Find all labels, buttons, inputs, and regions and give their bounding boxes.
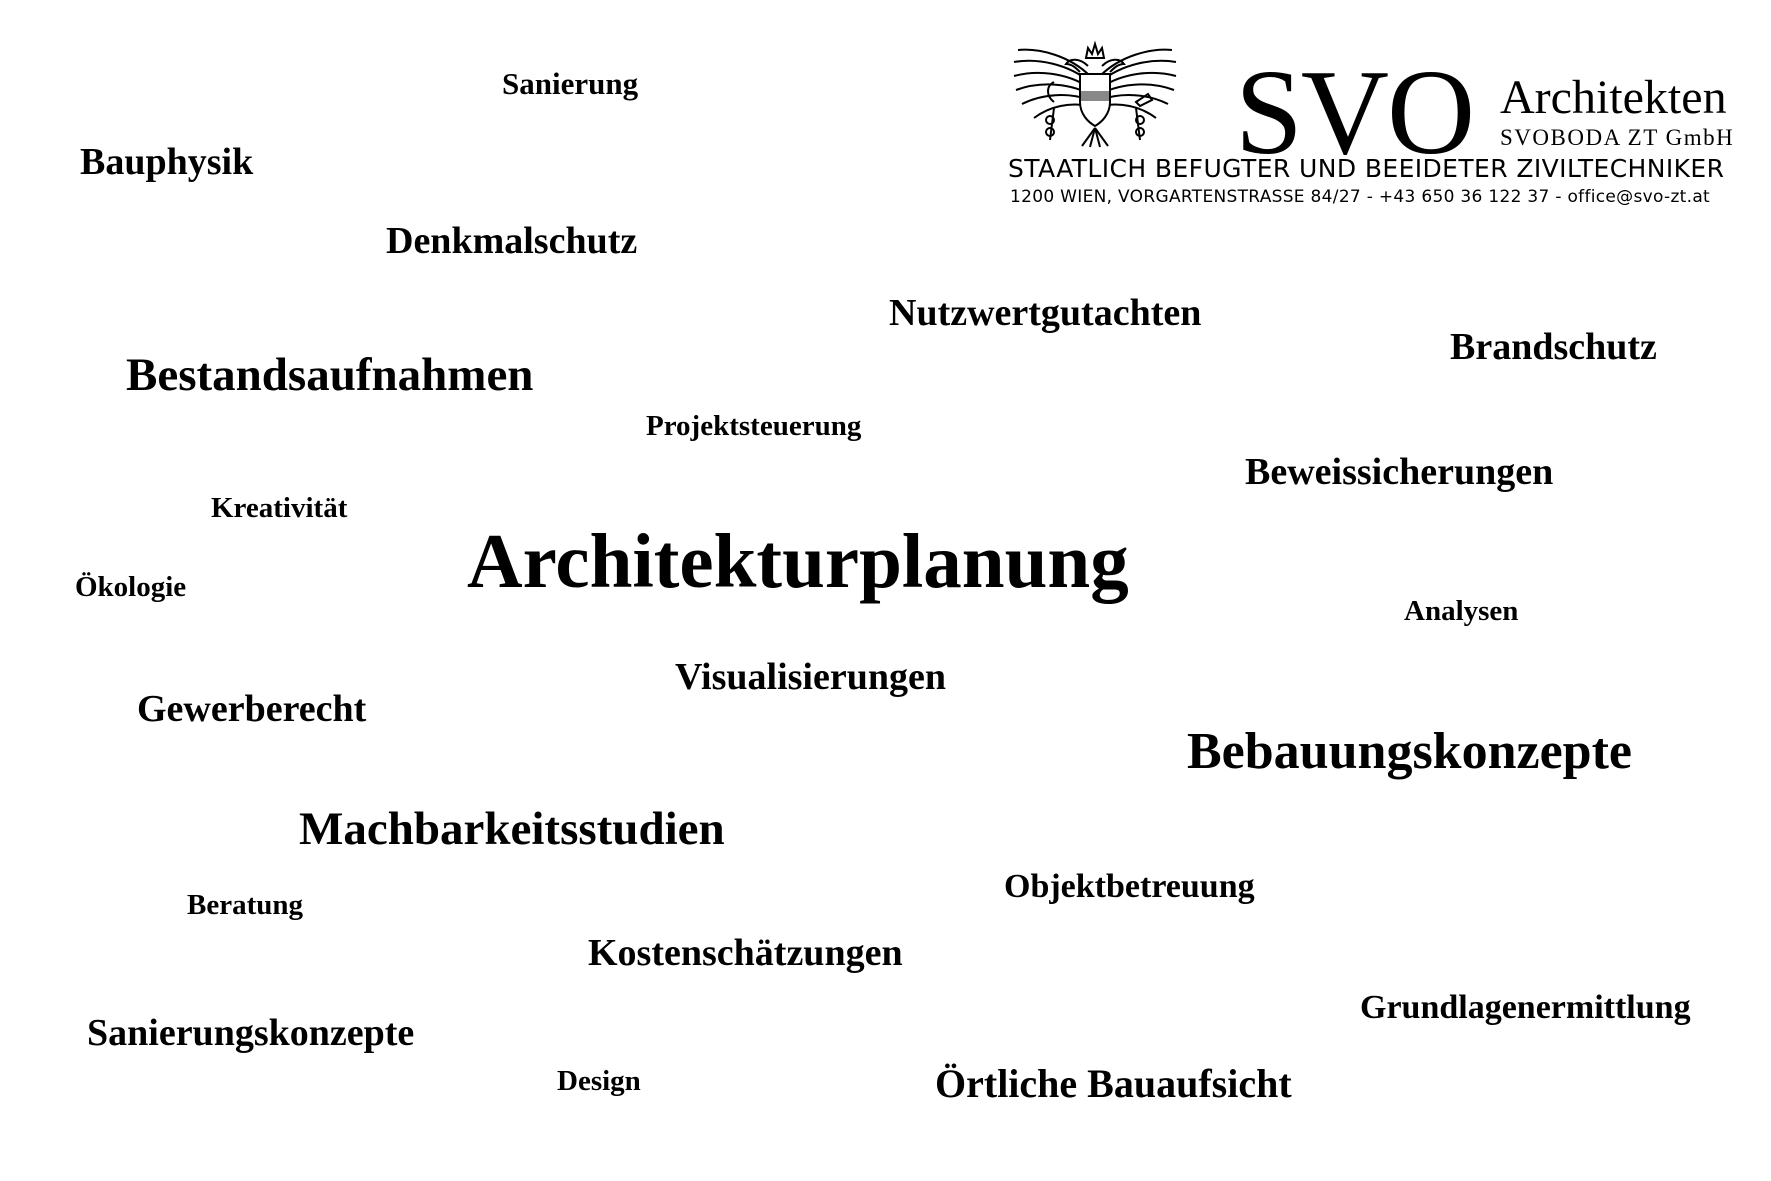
word-bestandsaufnahmen: Bestandsaufnahmen (126, 349, 534, 401)
word-beratung: Beratung (187, 889, 303, 921)
word-objektbetreuung: Objektbetreuung (1004, 868, 1255, 905)
word-nutzwertgutachten: Nutzwertgutachten (889, 292, 1202, 334)
word-brandschutz: Brandschutz (1450, 326, 1657, 368)
company-header (1010, 36, 1740, 216)
austrian-eagle-icon (1010, 36, 1180, 148)
brand-subtitle: Architekten (1500, 71, 1727, 124)
brand-logo-text: SVO (1235, 45, 1474, 180)
word-projektsteuerung: Projektsteuerung (646, 410, 862, 442)
word-gewerberecht: Gewerberecht (137, 688, 367, 730)
word-bauphysik: Bauphysik (80, 141, 254, 183)
word-machbarkeitsstudien: Machbarkeitsstudien (299, 803, 725, 855)
word-analysen: Analysen (1404, 595, 1519, 627)
word-kreativitaet: Kreativität (211, 492, 348, 524)
word-sanierung: Sanierung (502, 66, 639, 101)
word-denkmalschutz: Denkmalschutz (386, 220, 638, 262)
word-beweissicherungen: Beweissicherungen (1245, 451, 1554, 493)
word-design: Design (557, 1065, 641, 1097)
contact-address: 1200 WIEN, VORGARTENSTRASSE 84/27 - +43 650 36 122 37 - office@svo-zt.at (1010, 187, 1711, 207)
word-visualisierungen: Visualisierungen (675, 656, 946, 698)
word-oekologie: Ökologie (75, 571, 187, 603)
company-name: SVOBODA ZT GmbH (1500, 125, 1735, 150)
tagline: STAATLICH BEFUGTER UND BEEIDETER ZIVILTECHNIKER (1008, 154, 1725, 183)
word-oertliche-bauaufsicht: Örtliche Bauaufsicht (935, 1061, 1292, 1106)
word-bebauungskonzepte: Bebauungskonzepte (1187, 723, 1632, 780)
word-architekturplanung: Architekturplanung (467, 518, 1129, 604)
word-grundlagenermittlung: Grundlagenermittlung (1360, 989, 1691, 1026)
word-sanierungskonzepte: Sanierungskonzepte (87, 1012, 415, 1054)
word-kostenschaetzungen: Kostenschätzungen (588, 932, 903, 974)
